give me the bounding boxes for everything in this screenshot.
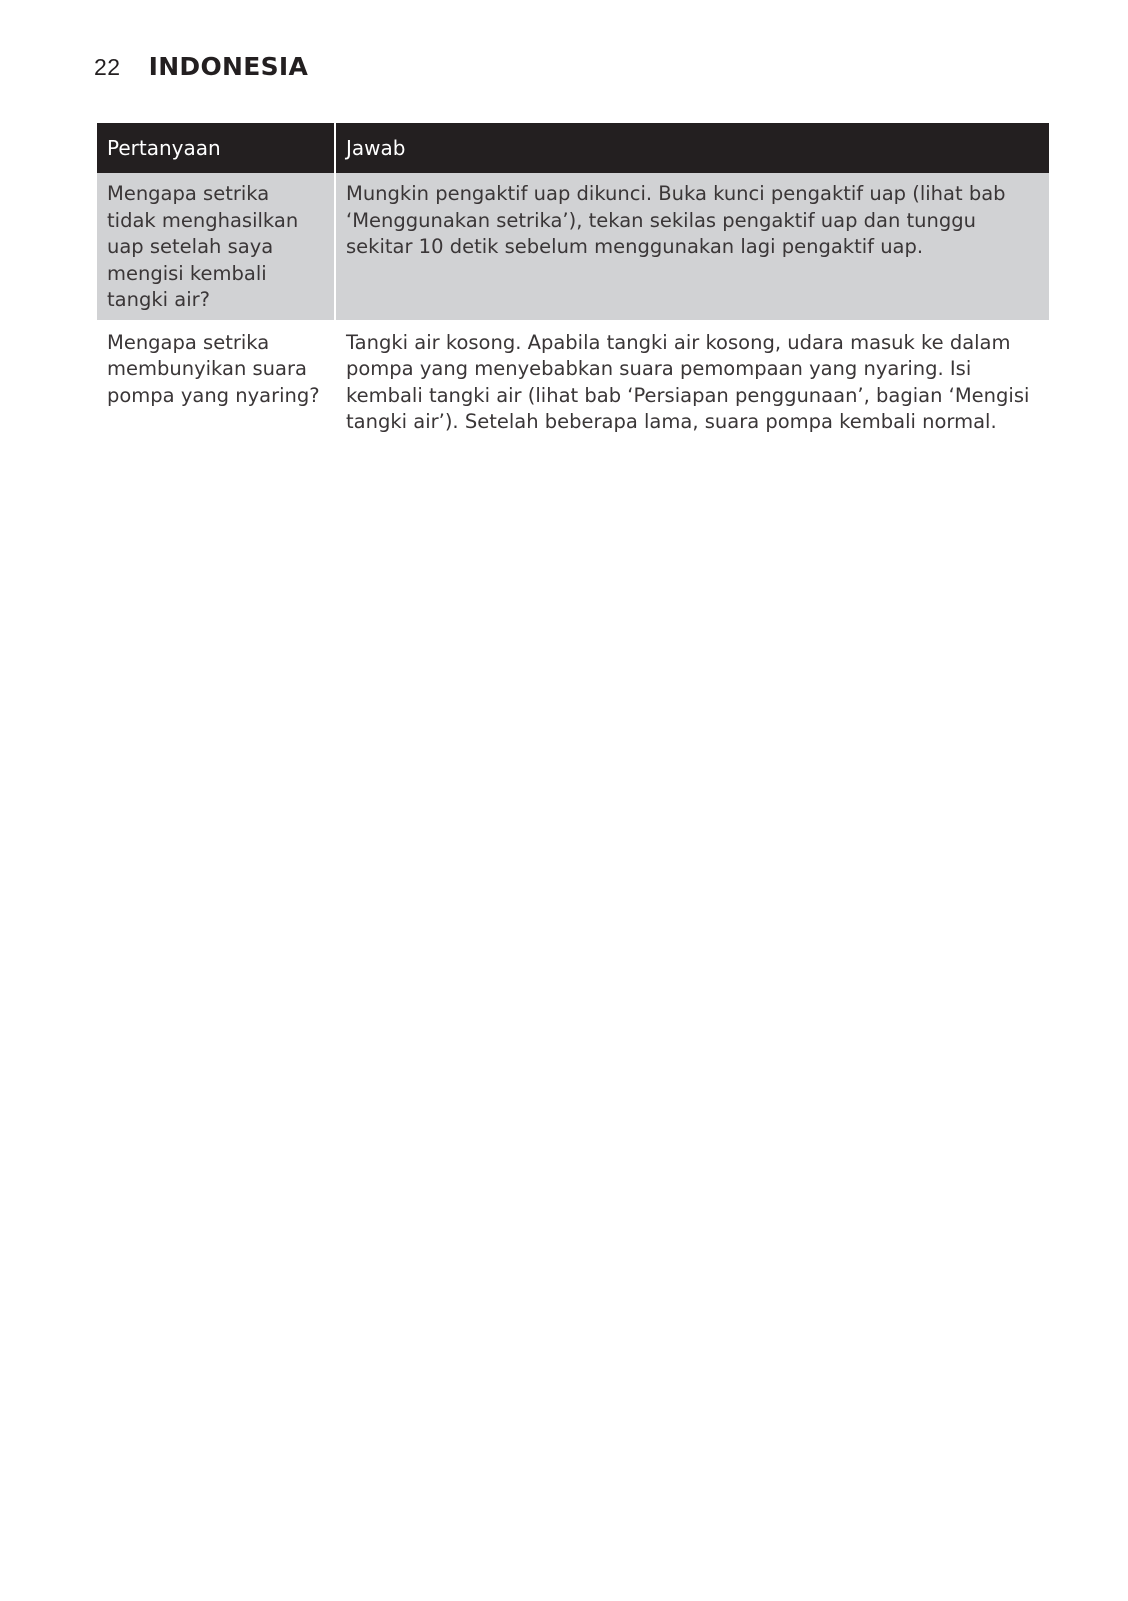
answer-cell: Mungkin pengaktif uap dikunci. Buka kunci pengaktif uap (lihat bab ‘Menggunakan setrika’), tekan sekilas pengaktif uap dan tunggu sekitar 10 detik sebelum menggunakan lagi pengaktif uap. [335, 173, 1049, 320]
table-row [97, 322, 1049, 442]
answer-cell: Tangki air kosong. Apabila tangki air kosong, udara masuk ke dalam pompa yang menyebabkan suara pemompaan yang nyaring. Isi kembali tangki air (lihat bab ‘Persiapan penggunaan’, bagian ‘Mengisi tangki air’). Setelah beberapa lama, suara pompa kembali normal. [335, 322, 1049, 442]
page-header [94, 52, 308, 92]
column-header-question: Pertanyaan [97, 123, 335, 173]
column-header-answer: Jawab [335, 123, 1049, 173]
table-header-row [97, 123, 1049, 173]
question-cell: Mengapa setrika membunyikan suara pompa yang nyaring? [107, 330, 320, 407]
page-number: 22 [94, 54, 121, 80]
section-title: INDONESIA [148, 52, 309, 81]
table-row [97, 173, 1049, 320]
question-cell: Mengapa setrika tidak menghasilkan uap setelah saya mengisi kembali tangki air? [97, 173, 335, 320]
faq-table [97, 123, 1049, 442]
